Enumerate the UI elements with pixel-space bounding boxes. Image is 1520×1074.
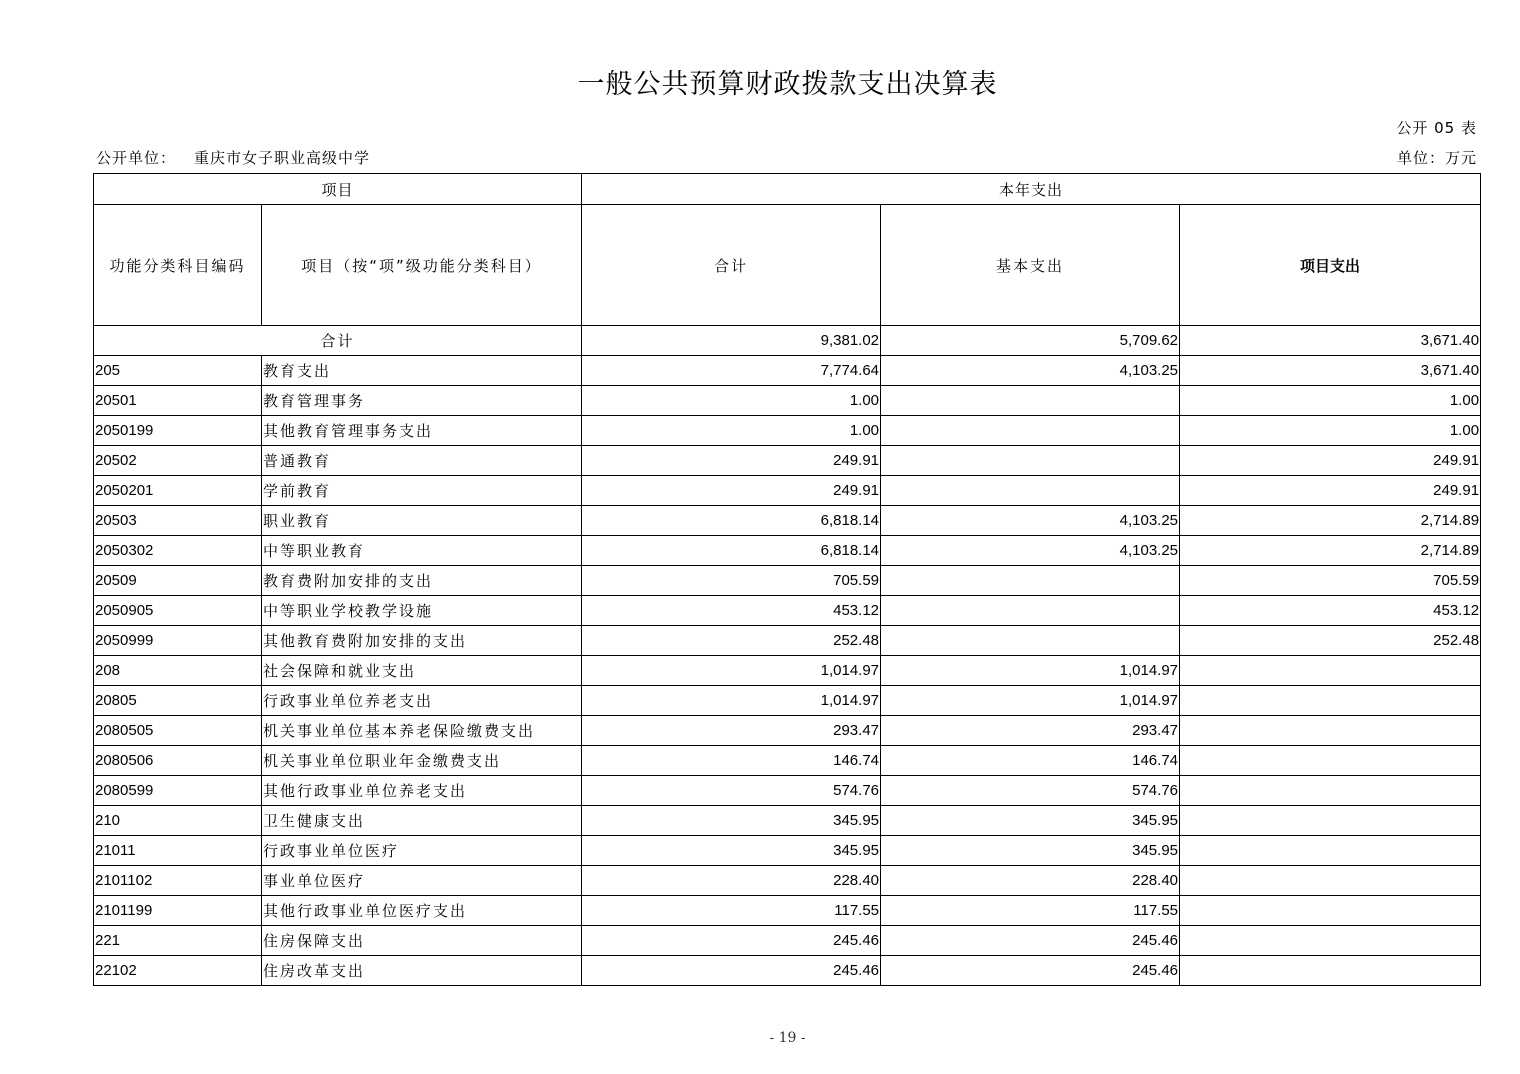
cell-total: 1,014.97 xyxy=(582,656,881,686)
cell-code: 2101199 xyxy=(94,896,262,926)
cell-code: 210 xyxy=(94,806,262,836)
cell-name: 行政事业单位医疗 xyxy=(262,836,582,866)
cell-project xyxy=(1180,806,1481,836)
cell-total: 1.00 xyxy=(582,416,881,446)
cell-total: 117.55 xyxy=(582,896,881,926)
cell-code: 21011 xyxy=(94,836,262,866)
cell-total: 252.48 xyxy=(582,626,881,656)
cell-name: 行政事业单位养老支出 xyxy=(262,686,582,716)
cell-code: 20502 xyxy=(94,446,262,476)
cell-project: 705.59 xyxy=(1180,566,1481,596)
header-code: 功能分类科目编码 xyxy=(94,205,262,326)
table-row xyxy=(94,386,1481,416)
table-row xyxy=(94,356,1481,386)
cell-name: 其他行政事业单位养老支出 xyxy=(262,776,582,806)
cell-basic: 117.55 xyxy=(881,896,1180,926)
cell-basic xyxy=(881,566,1180,596)
currency-unit: 单位：万元 xyxy=(1396,149,1477,167)
cell-project xyxy=(1180,926,1481,956)
table-row xyxy=(94,956,1481,986)
header-item-name: 项目（按“项”级功能分类科目） xyxy=(262,205,582,326)
table-row xyxy=(94,566,1481,596)
table-row xyxy=(94,476,1481,506)
table-row xyxy=(94,536,1481,566)
cell-total: 345.95 xyxy=(582,836,881,866)
cell-name: 普通教育 xyxy=(262,446,582,476)
table-row xyxy=(94,896,1481,926)
cell-name: 机关事业单位基本养老保险缴费支出 xyxy=(262,716,582,746)
cell-project xyxy=(1180,746,1481,776)
cell-total: 7,774.64 xyxy=(582,356,881,386)
cell-code: 20501 xyxy=(94,386,262,416)
cell-project: 2,714.89 xyxy=(1180,536,1481,566)
cell-name: 机关事业单位职业年金缴费支出 xyxy=(262,746,582,776)
header-basic: 基本支出 xyxy=(881,205,1180,326)
total-amount: 9,381.02 xyxy=(582,326,881,356)
cell-name: 中等职业教育 xyxy=(262,536,582,566)
table-row xyxy=(94,686,1481,716)
table-row xyxy=(94,776,1481,806)
cell-name: 事业单位医疗 xyxy=(262,866,582,896)
cell-basic: 1,014.97 xyxy=(881,656,1180,686)
cell-project: 249.91 xyxy=(1180,446,1481,476)
cell-code: 2101102 xyxy=(94,866,262,896)
cell-project xyxy=(1180,866,1481,896)
cell-total: 6,818.14 xyxy=(582,536,881,566)
cell-basic: 245.46 xyxy=(881,956,1180,986)
header-total: 合计 xyxy=(582,205,881,326)
cell-code: 208 xyxy=(94,656,262,686)
cell-total: 1.00 xyxy=(582,386,881,416)
cell-name: 其他教育管理事务支出 xyxy=(262,416,582,446)
table-row xyxy=(94,716,1481,746)
form-number: 公开 05 表 xyxy=(1396,119,1477,137)
cell-project: 453.12 xyxy=(1180,596,1481,626)
cell-code: 2050201 xyxy=(94,476,262,506)
cell-name: 职业教育 xyxy=(262,506,582,536)
table-row xyxy=(94,596,1481,626)
cell-basic: 4,103.25 xyxy=(881,356,1180,386)
cell-basic: 574.76 xyxy=(881,776,1180,806)
cell-basic xyxy=(881,596,1180,626)
unit-label: 公开单位： xyxy=(96,149,177,167)
cell-code: 2080599 xyxy=(94,776,262,806)
cell-project: 252.48 xyxy=(1180,626,1481,656)
cell-total: 574.76 xyxy=(582,776,881,806)
cell-total: 345.95 xyxy=(582,806,881,836)
cell-total: 228.40 xyxy=(582,866,881,896)
cell-name: 教育支出 xyxy=(262,356,582,386)
cell-total: 249.91 xyxy=(582,446,881,476)
cell-code: 22102 xyxy=(94,956,262,986)
cell-code: 2080506 xyxy=(94,746,262,776)
cell-code: 2080505 xyxy=(94,716,262,746)
page-number: - 19 - xyxy=(769,1030,806,1046)
table-row xyxy=(94,746,1481,776)
cell-code: 205 xyxy=(94,356,262,386)
cell-basic: 146.74 xyxy=(881,746,1180,776)
total-basic: 5,709.62 xyxy=(881,326,1180,356)
cell-total: 245.46 xyxy=(582,926,881,956)
cell-code: 20805 xyxy=(94,686,262,716)
cell-basic: 228.40 xyxy=(881,866,1180,896)
cell-name: 学前教育 xyxy=(262,476,582,506)
cell-basic: 345.95 xyxy=(881,836,1180,866)
cell-project xyxy=(1180,956,1481,986)
cell-basic xyxy=(881,386,1180,416)
table-row xyxy=(94,806,1481,836)
cell-name: 其他教育费附加安排的支出 xyxy=(262,626,582,656)
reporting-unit xyxy=(96,147,370,168)
table-row xyxy=(94,656,1481,686)
header-project-expenditure: 项目支出 xyxy=(1180,205,1481,326)
table-row xyxy=(94,836,1481,866)
cell-total: 453.12 xyxy=(582,596,881,626)
cell-name: 住房保障支出 xyxy=(262,926,582,956)
cell-name: 卫生健康支出 xyxy=(262,806,582,836)
header-project: 项目 xyxy=(94,174,582,205)
cell-project xyxy=(1180,656,1481,686)
cell-basic: 4,103.25 xyxy=(881,506,1180,536)
cell-code: 2050905 xyxy=(94,596,262,626)
cell-project: 3,671.40 xyxy=(1180,356,1481,386)
cell-name: 社会保障和就业支出 xyxy=(262,656,582,686)
cell-project xyxy=(1180,836,1481,866)
cell-basic xyxy=(881,476,1180,506)
cell-basic: 345.95 xyxy=(881,806,1180,836)
total-label: 合计 xyxy=(94,326,582,356)
cell-total: 249.91 xyxy=(582,476,881,506)
table-row xyxy=(94,926,1481,956)
table-row xyxy=(94,446,1481,476)
cell-code: 2050199 xyxy=(94,416,262,446)
page-title: 一般公共预算财政拨款支出决算表 xyxy=(577,69,998,100)
cell-project xyxy=(1180,896,1481,926)
cell-total: 245.46 xyxy=(582,956,881,986)
cell-code: 20503 xyxy=(94,506,262,536)
table-row xyxy=(94,626,1481,656)
cell-project: 1.00 xyxy=(1180,386,1481,416)
cell-project xyxy=(1180,776,1481,806)
cell-code: 2050302 xyxy=(94,536,262,566)
cell-code: 2050999 xyxy=(94,626,262,656)
cell-project: 249.91 xyxy=(1180,476,1481,506)
cell-project: 2,714.89 xyxy=(1180,506,1481,536)
cell-code: 20509 xyxy=(94,566,262,596)
cell-basic: 1,014.97 xyxy=(881,686,1180,716)
cell-basic: 4,103.25 xyxy=(881,536,1180,566)
cell-name: 住房改革支出 xyxy=(262,956,582,986)
cell-basic xyxy=(881,446,1180,476)
header-row-2 xyxy=(94,205,1481,326)
cell-name: 教育费附加安排的支出 xyxy=(262,566,582,596)
cell-name: 教育管理事务 xyxy=(262,386,582,416)
cell-basic: 245.46 xyxy=(881,926,1180,956)
cell-total: 705.59 xyxy=(582,566,881,596)
unit-name: 重庆市女子职业高级中学 xyxy=(194,149,371,167)
total-row xyxy=(94,326,1481,356)
cell-code: 221 xyxy=(94,926,262,956)
cell-name: 中等职业学校教学设施 xyxy=(262,596,582,626)
cell-total: 146.74 xyxy=(582,746,881,776)
cell-basic xyxy=(881,416,1180,446)
cell-name: 其他行政事业单位医疗支出 xyxy=(262,896,582,926)
cell-total: 6,818.14 xyxy=(582,506,881,536)
total-project: 3,671.40 xyxy=(1180,326,1481,356)
table-row xyxy=(94,416,1481,446)
header-current-year: 本年支出 xyxy=(582,174,1481,205)
table-row xyxy=(94,866,1481,896)
cell-project xyxy=(1180,716,1481,746)
cell-project: 1.00 xyxy=(1180,416,1481,446)
cell-total: 1,014.97 xyxy=(582,686,881,716)
cell-project xyxy=(1180,686,1481,716)
cell-basic xyxy=(881,626,1180,656)
table-row xyxy=(94,506,1481,536)
header-row-1 xyxy=(94,174,1481,205)
cell-total: 293.47 xyxy=(582,716,881,746)
cell-basic: 293.47 xyxy=(881,716,1180,746)
expenditure-table xyxy=(93,173,1481,986)
